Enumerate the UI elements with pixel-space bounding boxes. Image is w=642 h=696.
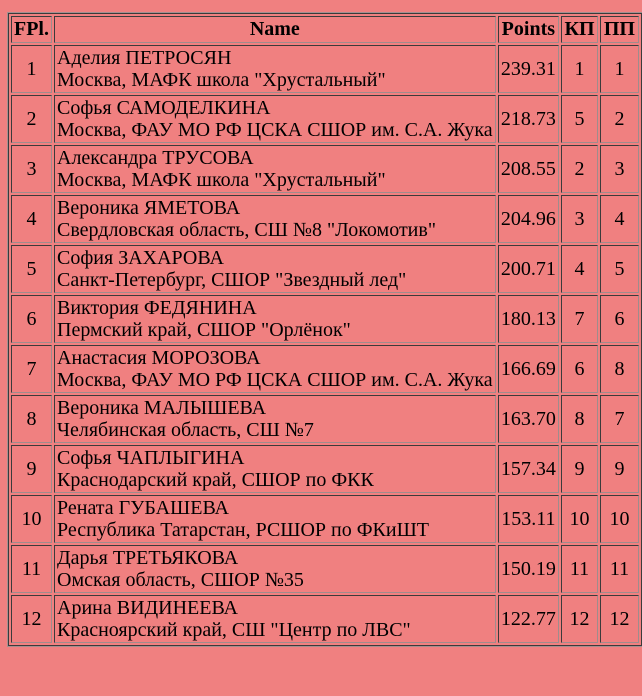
- points-cell: 200.71: [498, 245, 559, 293]
- col-header-name: Name: [54, 16, 496, 43]
- skater-club: Москва, ФАУ МО РФ ЦСКА СШОР им. С.А. Жука: [57, 119, 493, 141]
- kp-cell: 3: [561, 195, 598, 243]
- skater-club: Республика Татарстан, РСШОР по ФКиШТ: [57, 519, 429, 541]
- name-cell: [54, 595, 496, 643]
- points-cell: 153.11: [498, 495, 559, 543]
- name-cell: [54, 95, 496, 143]
- kp-cell: 9: [561, 445, 598, 493]
- pp-cell: 1: [600, 45, 639, 93]
- table-row: [11, 395, 639, 443]
- name-cell: [54, 445, 496, 493]
- table-row: [11, 195, 639, 243]
- name-cell: [54, 145, 496, 193]
- table-row: [11, 545, 639, 593]
- pp-cell: 2: [600, 95, 639, 143]
- col-header-pp: ПП: [600, 16, 639, 43]
- points-cell: 208.55: [498, 145, 559, 193]
- skater-name: София ЗАХАРОВА: [57, 247, 224, 269]
- points-cell: 122.77: [498, 595, 559, 643]
- table-row: [11, 95, 639, 143]
- points-cell: 239.31: [498, 45, 559, 93]
- pp-cell: 4: [600, 195, 639, 243]
- fpl-cell: 8: [11, 395, 52, 443]
- points-cell: 157.34: [498, 445, 559, 493]
- fpl-cell: 1: [11, 45, 52, 93]
- skater-club: Москва, ФАУ МО РФ ЦСКА СШОР им. С.А. Жука: [57, 369, 493, 391]
- name-cell: [54, 295, 496, 343]
- pp-cell: 7: [600, 395, 639, 443]
- skater-club: Москва, МАФК школа "Хрустальный": [57, 169, 386, 191]
- fpl-cell: 9: [11, 445, 52, 493]
- table-row: [11, 445, 639, 493]
- name-cell: [54, 395, 496, 443]
- skater-name: Софья САМОДЕЛКИНА: [57, 97, 271, 119]
- table-row: [11, 595, 639, 643]
- skater-name: Рената ГУБАШЕВА: [57, 497, 229, 519]
- fpl-cell: 11: [11, 545, 52, 593]
- kp-cell: 5: [561, 95, 598, 143]
- points-cell: 150.19: [498, 545, 559, 593]
- skater-name: Вероника ЯМЕТОВА: [57, 197, 241, 219]
- pp-cell: 11: [600, 545, 639, 593]
- skater-club: Свердловская область, СШ №8 "Локомотив": [57, 219, 436, 241]
- skater-name: Александра ТРУСОВА: [57, 147, 254, 169]
- pp-cell: 10: [600, 495, 639, 543]
- kp-cell: 1: [561, 45, 598, 93]
- col-header-kp: КП: [561, 16, 598, 43]
- fpl-cell: 12: [11, 595, 52, 643]
- table-row: [11, 145, 639, 193]
- pp-cell: 3: [600, 145, 639, 193]
- points-cell: 163.70: [498, 395, 559, 443]
- table-row: [11, 245, 639, 293]
- table-row: [11, 495, 639, 543]
- kp-cell: 4: [561, 245, 598, 293]
- table-row: [11, 295, 639, 343]
- kp-cell: 12: [561, 595, 598, 643]
- name-cell: [54, 545, 496, 593]
- fpl-cell: 10: [11, 495, 52, 543]
- kp-cell: 7: [561, 295, 598, 343]
- col-header-fpl: FPl.: [11, 16, 52, 43]
- fpl-cell: 4: [11, 195, 52, 243]
- skater-club: Омская область, СШОР №35: [57, 569, 304, 591]
- points-cell: 204.96: [498, 195, 559, 243]
- results-table: [8, 13, 642, 646]
- skater-club: Санкт-Петербург, СШОР "Звездный лед": [57, 269, 407, 291]
- pp-cell: 5: [600, 245, 639, 293]
- fpl-cell: 3: [11, 145, 52, 193]
- header-row: [11, 16, 639, 43]
- page: [0, 13, 642, 696]
- fpl-cell: 6: [11, 295, 52, 343]
- points-cell: 218.73: [498, 95, 559, 143]
- table-row: [11, 345, 639, 393]
- points-cell: 166.69: [498, 345, 559, 393]
- name-cell: [54, 245, 496, 293]
- fpl-cell: 5: [11, 245, 52, 293]
- name-cell: [54, 345, 496, 393]
- skater-club: Красноярский край, СШ "Центр по ЛВС": [57, 619, 411, 641]
- skater-name: Анастасия МОРОЗОВА: [57, 347, 261, 369]
- name-cell: [54, 45, 496, 93]
- skater-name: Софья ЧАПЛЫГИНА: [57, 447, 245, 469]
- skater-club: Пермский край, СШОР "Орлёнок": [57, 319, 351, 341]
- kp-cell: 11: [561, 545, 598, 593]
- skater-name: Виктория ФЕДЯНИНА: [57, 297, 257, 319]
- skater-club: Челябинская область, СШ №7: [57, 419, 314, 441]
- points-cell: 180.13: [498, 295, 559, 343]
- skater-club: Москва, МАФК школа "Хрустальный": [57, 69, 386, 91]
- pp-cell: 12: [600, 595, 639, 643]
- kp-cell: 10: [561, 495, 598, 543]
- kp-cell: 6: [561, 345, 598, 393]
- fpl-cell: 2: [11, 95, 52, 143]
- skater-name: Аделия ПЕТРОСЯН: [57, 47, 232, 69]
- kp-cell: 2: [561, 145, 598, 193]
- name-cell: [54, 195, 496, 243]
- col-header-points: Points: [498, 16, 559, 43]
- skater-name: Дарья ТРЕТЬЯКОВА: [57, 547, 239, 569]
- pp-cell: 6: [600, 295, 639, 343]
- pp-cell: 8: [600, 345, 639, 393]
- skater-name: Вероника МАЛЫШЕВА: [57, 397, 267, 419]
- table-row: [11, 45, 639, 93]
- pp-cell: 9: [600, 445, 639, 493]
- skater-club: Краснодарский край, СШОР по ФКК: [57, 469, 374, 491]
- kp-cell: 8: [561, 395, 598, 443]
- name-cell: [54, 495, 496, 543]
- skater-name: Арина ВИДИНЕЕВА: [57, 597, 238, 619]
- fpl-cell: 7: [11, 345, 52, 393]
